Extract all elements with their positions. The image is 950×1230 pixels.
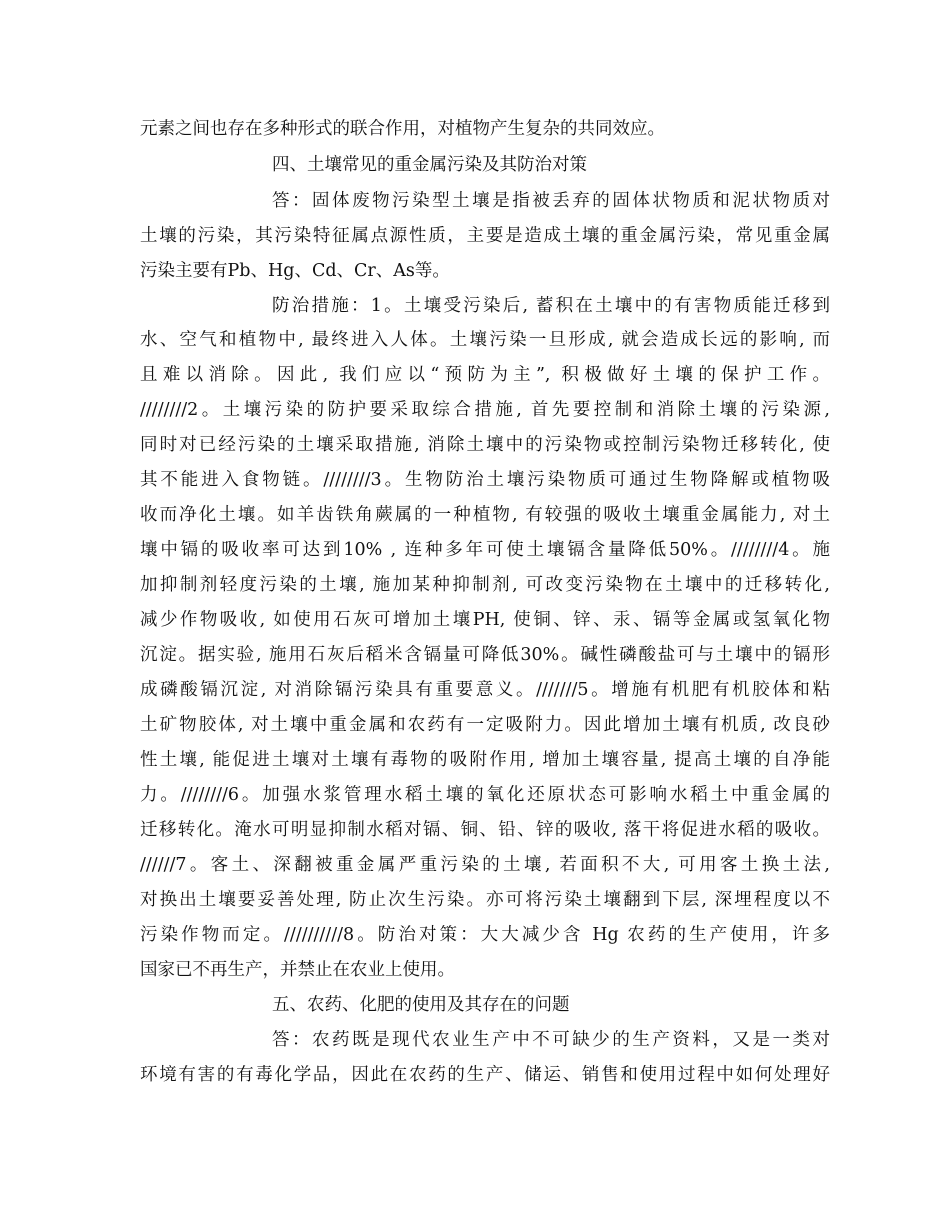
text-line: 迁移转化。淹水可明显抑制水稻对镉、铜、铅、锌的吸收, 落干将促进水稻的吸收。 bbox=[140, 820, 830, 840]
text-line: ////////2。土壤污染的防护要采取综合措施, 首先要控制和消除土壤的污染源, bbox=[140, 400, 830, 420]
section-heading: 四、土壤常见的重金属污染及其防治对策 bbox=[272, 155, 587, 175]
text-line: 且难以消除。因此, 我们应以“预防为主”, 积极做好土壤的保护工作。 bbox=[140, 365, 830, 385]
text-line: 同时对已经污染的土壤采取措施, 消除土壤中的污染物或控制污染物迁移转化, 使 bbox=[140, 435, 830, 455]
text-line: 元素之间也存在多种形式的联合作用，对植物产生复杂的共同效应。 bbox=[140, 119, 665, 139]
text-line: 污染主要有Pb、Hg、Cd、Cr、As等。 bbox=[140, 261, 450, 281]
text-line: 减少作物吸收, 如使用石灰可增加土壤PH, 使铜、锌、汞、镉等金属或氢氧化物 bbox=[140, 610, 830, 630]
section-heading: 五、农药、化肥的使用及其存在的问题 bbox=[272, 995, 570, 1015]
text-line: 性土壤, 能促进土壤对土壤有毒物的吸附作用, 增加土壤容量, 提高土壤的自净能 bbox=[140, 750, 830, 770]
text-line: 水、空气和植物中, 最终进入人体。土壤污染一旦形成, 就会造成长远的影响, 而 bbox=[140, 330, 830, 350]
text-line: 力。////////6。加强水浆管理水稻土壤的氧化还原状态可影响水稻土中重金属的 bbox=[140, 785, 830, 805]
text-line: 其不能进入食物链。////////3。生物防治土壤污染物质可通过生物降解或植物吸 bbox=[140, 470, 830, 490]
text-line: 收而净化土壤。如羊齿铁角蕨属的一种植物, 有较强的吸收土壤重金属能力, 对土 bbox=[140, 505, 830, 525]
text-line: 成磷酸镉沉淀, 对消除镉污染具有重要意义。///////5。增施有机肥有机胶体和粘 bbox=[140, 680, 830, 700]
text-line: 防治措施：1。土壤受污染后, 蓄积在土壤中的有害物质能迁移到 bbox=[272, 296, 830, 316]
text-line: 加抑制剂轻度污染的土壤, 施加某种抑制剂, 可改变污染物在土壤中的迁移转化, bbox=[140, 575, 830, 595]
text-line: 土壤的污染，其污染特征属点源性质，主要是造成土壤的重金属污染，常见重金属 bbox=[140, 226, 830, 246]
text-line: 答：固体废物污染型土壤是指被丢弃的固体状物质和泥状物质对 bbox=[272, 191, 830, 211]
text-line: 壤中镉的吸收率可达到10% , 连种多年可使土壤镉含量降低50%。////////4。施 bbox=[140, 540, 830, 560]
text-line: 土矿物胶体, 对土壤中重金属和农药有一定吸附力。因此增加土壤有机质, 改良砂 bbox=[140, 715, 830, 735]
text-line: 对换出土壤要妥善处理, 防止次生污染。亦可将污染土壤翻到下层, 深埋程度以不 bbox=[140, 890, 830, 910]
text-line: 污染作物而定。//////////8。防治对策：大大减少含 Hg 农药的生产使用，许多 bbox=[140, 925, 830, 945]
text-line: 沉淀。据实验, 施用石灰后稻米含镉量可降低30%。碱性磷酸盐可与土壤中的镉形 bbox=[140, 645, 830, 665]
text-line: 环境有害的有毒化学品，因此在农药的生产、储运、销售和使用过程中如何处理好 bbox=[140, 1065, 830, 1085]
text-line: //////7。客土、深翻被重金属严重污染的土壤, 若面积不大, 可用客土换土法, bbox=[140, 855, 830, 875]
text-line: 答：农药既是现代农业生产中不可缺少的生产资料，又是一类对 bbox=[272, 1030, 830, 1050]
text-line: 国家已不再生产，并禁止在农业上使用。 bbox=[140, 960, 455, 980]
